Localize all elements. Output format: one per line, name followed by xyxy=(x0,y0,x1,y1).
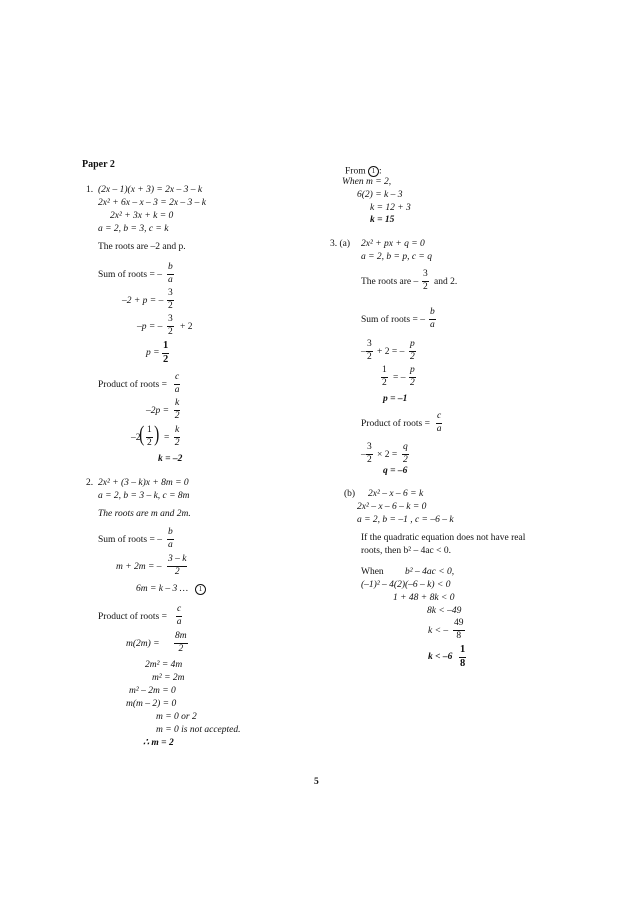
q2-line2: a = 2, b = 3 – k, c = 8m xyxy=(98,491,190,501)
q1-line1: (2x – 1)(x + 3) = 2x – 3 – k xyxy=(98,185,203,195)
q2-p7: m = 0 or 2 xyxy=(156,712,197,722)
q1-sum-label: Sum of roots = – xyxy=(98,270,162,280)
q1-s2-lhs: –2 + p = – xyxy=(122,296,164,306)
q3b-when: When xyxy=(361,567,384,577)
when-m: When m = 2, xyxy=(342,177,392,187)
q3a-number: 3. (a) xyxy=(330,239,351,249)
q3a-roots-pre: The roots are – xyxy=(361,277,419,287)
q1-s3-lhs: –p = – xyxy=(137,322,163,332)
q1-line4: a = 2, b = 3, c = k xyxy=(98,224,169,234)
q3b-w6-frac: $\frac{1}{8}$ xyxy=(460,644,466,669)
q2-s3: 6m = k – 3 … xyxy=(136,584,189,594)
q3b-w6-lhs: k < –6 xyxy=(428,652,453,662)
q1-p3-eq: = xyxy=(164,433,170,443)
q3a-s2-frac2: $\frac{p}{2}$ xyxy=(410,339,415,362)
q1-p3-lhs: –2 xyxy=(131,433,141,443)
q1-p2-frac: $\frac{k}{2}$ xyxy=(174,398,180,421)
q2-p5: m² – 2m = 0 xyxy=(129,686,176,696)
q3a-line2: a = 2, b = p, c = q xyxy=(361,252,432,262)
q3b-line2: 2x² – x – 6 – k = 0 xyxy=(357,502,427,512)
q1-s3-frac: $\frac{3}{2}$ xyxy=(168,314,173,337)
q1-prod-label: Product of roots = xyxy=(98,380,167,390)
q3a-p2-frac2: $\frac{q}{2}$ xyxy=(403,442,408,465)
q3b-w5-lhs: k < – xyxy=(428,626,449,636)
r2: k = 12 + 3 xyxy=(370,203,411,213)
q2-prod-frac: $\frac{c}{a}$ xyxy=(176,604,182,627)
q2-s2-lhs: m + 2m = – xyxy=(116,562,162,572)
page-number: 5 xyxy=(314,777,319,787)
q3a-sum-label: Sum of roots = – xyxy=(361,315,425,325)
q3b-line3: a = 2, b = –1 , c = –6 – k xyxy=(357,515,454,525)
q2-s2-frac: $\frac{3 - k}{2}$ xyxy=(168,554,187,577)
q2-line1: 2x² + (3 – k)x + 8m = 0 xyxy=(98,478,189,488)
q2-p3: 2m² = 4m xyxy=(145,660,183,670)
q1-answer: k = –2 xyxy=(158,454,183,464)
q3a-prod-label: Product of roots = xyxy=(361,419,430,429)
q1-p3-frac: $\frac{k}{2}$ xyxy=(174,425,180,448)
section-heading: Paper 2 xyxy=(82,159,115,170)
q2-answer: ∴ m = 2 xyxy=(143,738,174,748)
q3b-line1: 2x² – x – 6 = k xyxy=(368,489,424,499)
q3a-line1: 2x² + px + q = 0 xyxy=(361,239,425,249)
q1-s4-frac: $\frac{1}{2}$ xyxy=(163,340,169,365)
q3a-s3-mid: = – xyxy=(393,373,406,383)
q1-line3: 2x² + 3x + k = 0 xyxy=(110,211,174,221)
q2-prod-label: Product of roots = xyxy=(98,612,167,622)
q3b-label: (b) xyxy=(344,489,356,499)
q2-p8: m = 0 is not accepted. xyxy=(156,725,241,735)
q3a-s2-mid: + 2 = – xyxy=(377,347,405,357)
r1: 6(2) = k – 3 xyxy=(357,190,403,200)
q1-s2-frac: $\frac{3}{2}$ xyxy=(168,288,173,311)
q2-p2-lhs: m(2m) = xyxy=(126,639,160,649)
q2-sum-frac: $\frac{b}{a}$ xyxy=(168,527,173,550)
q2-roots: The roots are m and 2m. xyxy=(98,509,191,519)
q2-p6: m(m – 2) = 0 xyxy=(126,699,177,709)
q1-s4-lhs: p = xyxy=(146,348,160,358)
q3a-p2-frac1: $\frac{3}{2}$ xyxy=(367,442,372,465)
q3b-cond2: roots, then b² – 4ac < 0. xyxy=(361,546,451,556)
q3a-p2-pre: – xyxy=(361,450,366,460)
q2-p2-frac: $\frac{8m}{2}$ xyxy=(175,631,187,654)
q3b-w3: 1 + 48 + 8k < 0 xyxy=(393,593,455,603)
q3a-prod-frac: $\frac{c}{a}$ xyxy=(436,411,442,434)
q3a-roots-frac: $\frac{3}{2}$ xyxy=(423,269,428,292)
q3a-roots-post: and 2. xyxy=(434,277,458,287)
left-paren: ( xyxy=(139,421,145,446)
q3b-w4: 8k < –49 xyxy=(427,606,462,616)
q3a-sum-frac: $\frac{b}{a}$ xyxy=(430,307,435,330)
q3b-w2: (–1)² – 4(2)(–6 – k) < 0 xyxy=(361,580,451,590)
q3a-q-answer: q = –6 xyxy=(383,466,408,476)
q3b-w5-frac: $\frac{49}{8}$ xyxy=(454,618,464,641)
q3a-s3-frac2: $\frac{p}{2}$ xyxy=(410,365,415,388)
q2-p4: m² = 2m xyxy=(152,673,185,683)
q3a-s2-frac1: $\frac{3}{2}$ xyxy=(367,339,372,362)
q1-sum-frac: $\frac{b}{a}$ xyxy=(168,262,173,285)
q1-p3-inner-frac: $\frac{1}{2}$ xyxy=(147,425,152,448)
q1-roots: The roots are –2 and p. xyxy=(98,242,186,252)
q2-sum-label: Sum of roots = – xyxy=(98,535,162,545)
r3-answer: k = 15 xyxy=(370,215,395,225)
q1-s3-tail: + 2 xyxy=(180,322,193,332)
q2-number: 2. xyxy=(86,478,94,488)
q1-number: 1. xyxy=(86,185,94,195)
q3a-s2-pre: – xyxy=(361,347,366,357)
q3b-cond1: If the quadratic equation does not have real xyxy=(361,533,526,543)
q3a-p2-mid: × 2 = xyxy=(377,450,398,460)
from-label: From 1 : xyxy=(345,166,382,177)
q1-p2-lhs: –2p = xyxy=(146,406,170,416)
q1-line2: 2x² + 6x – x – 3 = 2x – 3 – k xyxy=(98,198,207,208)
q1-prod-frac: $\frac{c}{a}$ xyxy=(174,372,180,395)
equation-ref-1: 1 xyxy=(195,584,206,595)
right-paren: ) xyxy=(154,421,160,446)
q3a-p-answer: p = –1 xyxy=(383,394,408,404)
q3a-s3-frac1: $\frac{1}{2}$ xyxy=(382,365,387,388)
q3b-w1: b² – 4ac < 0, xyxy=(405,567,455,577)
